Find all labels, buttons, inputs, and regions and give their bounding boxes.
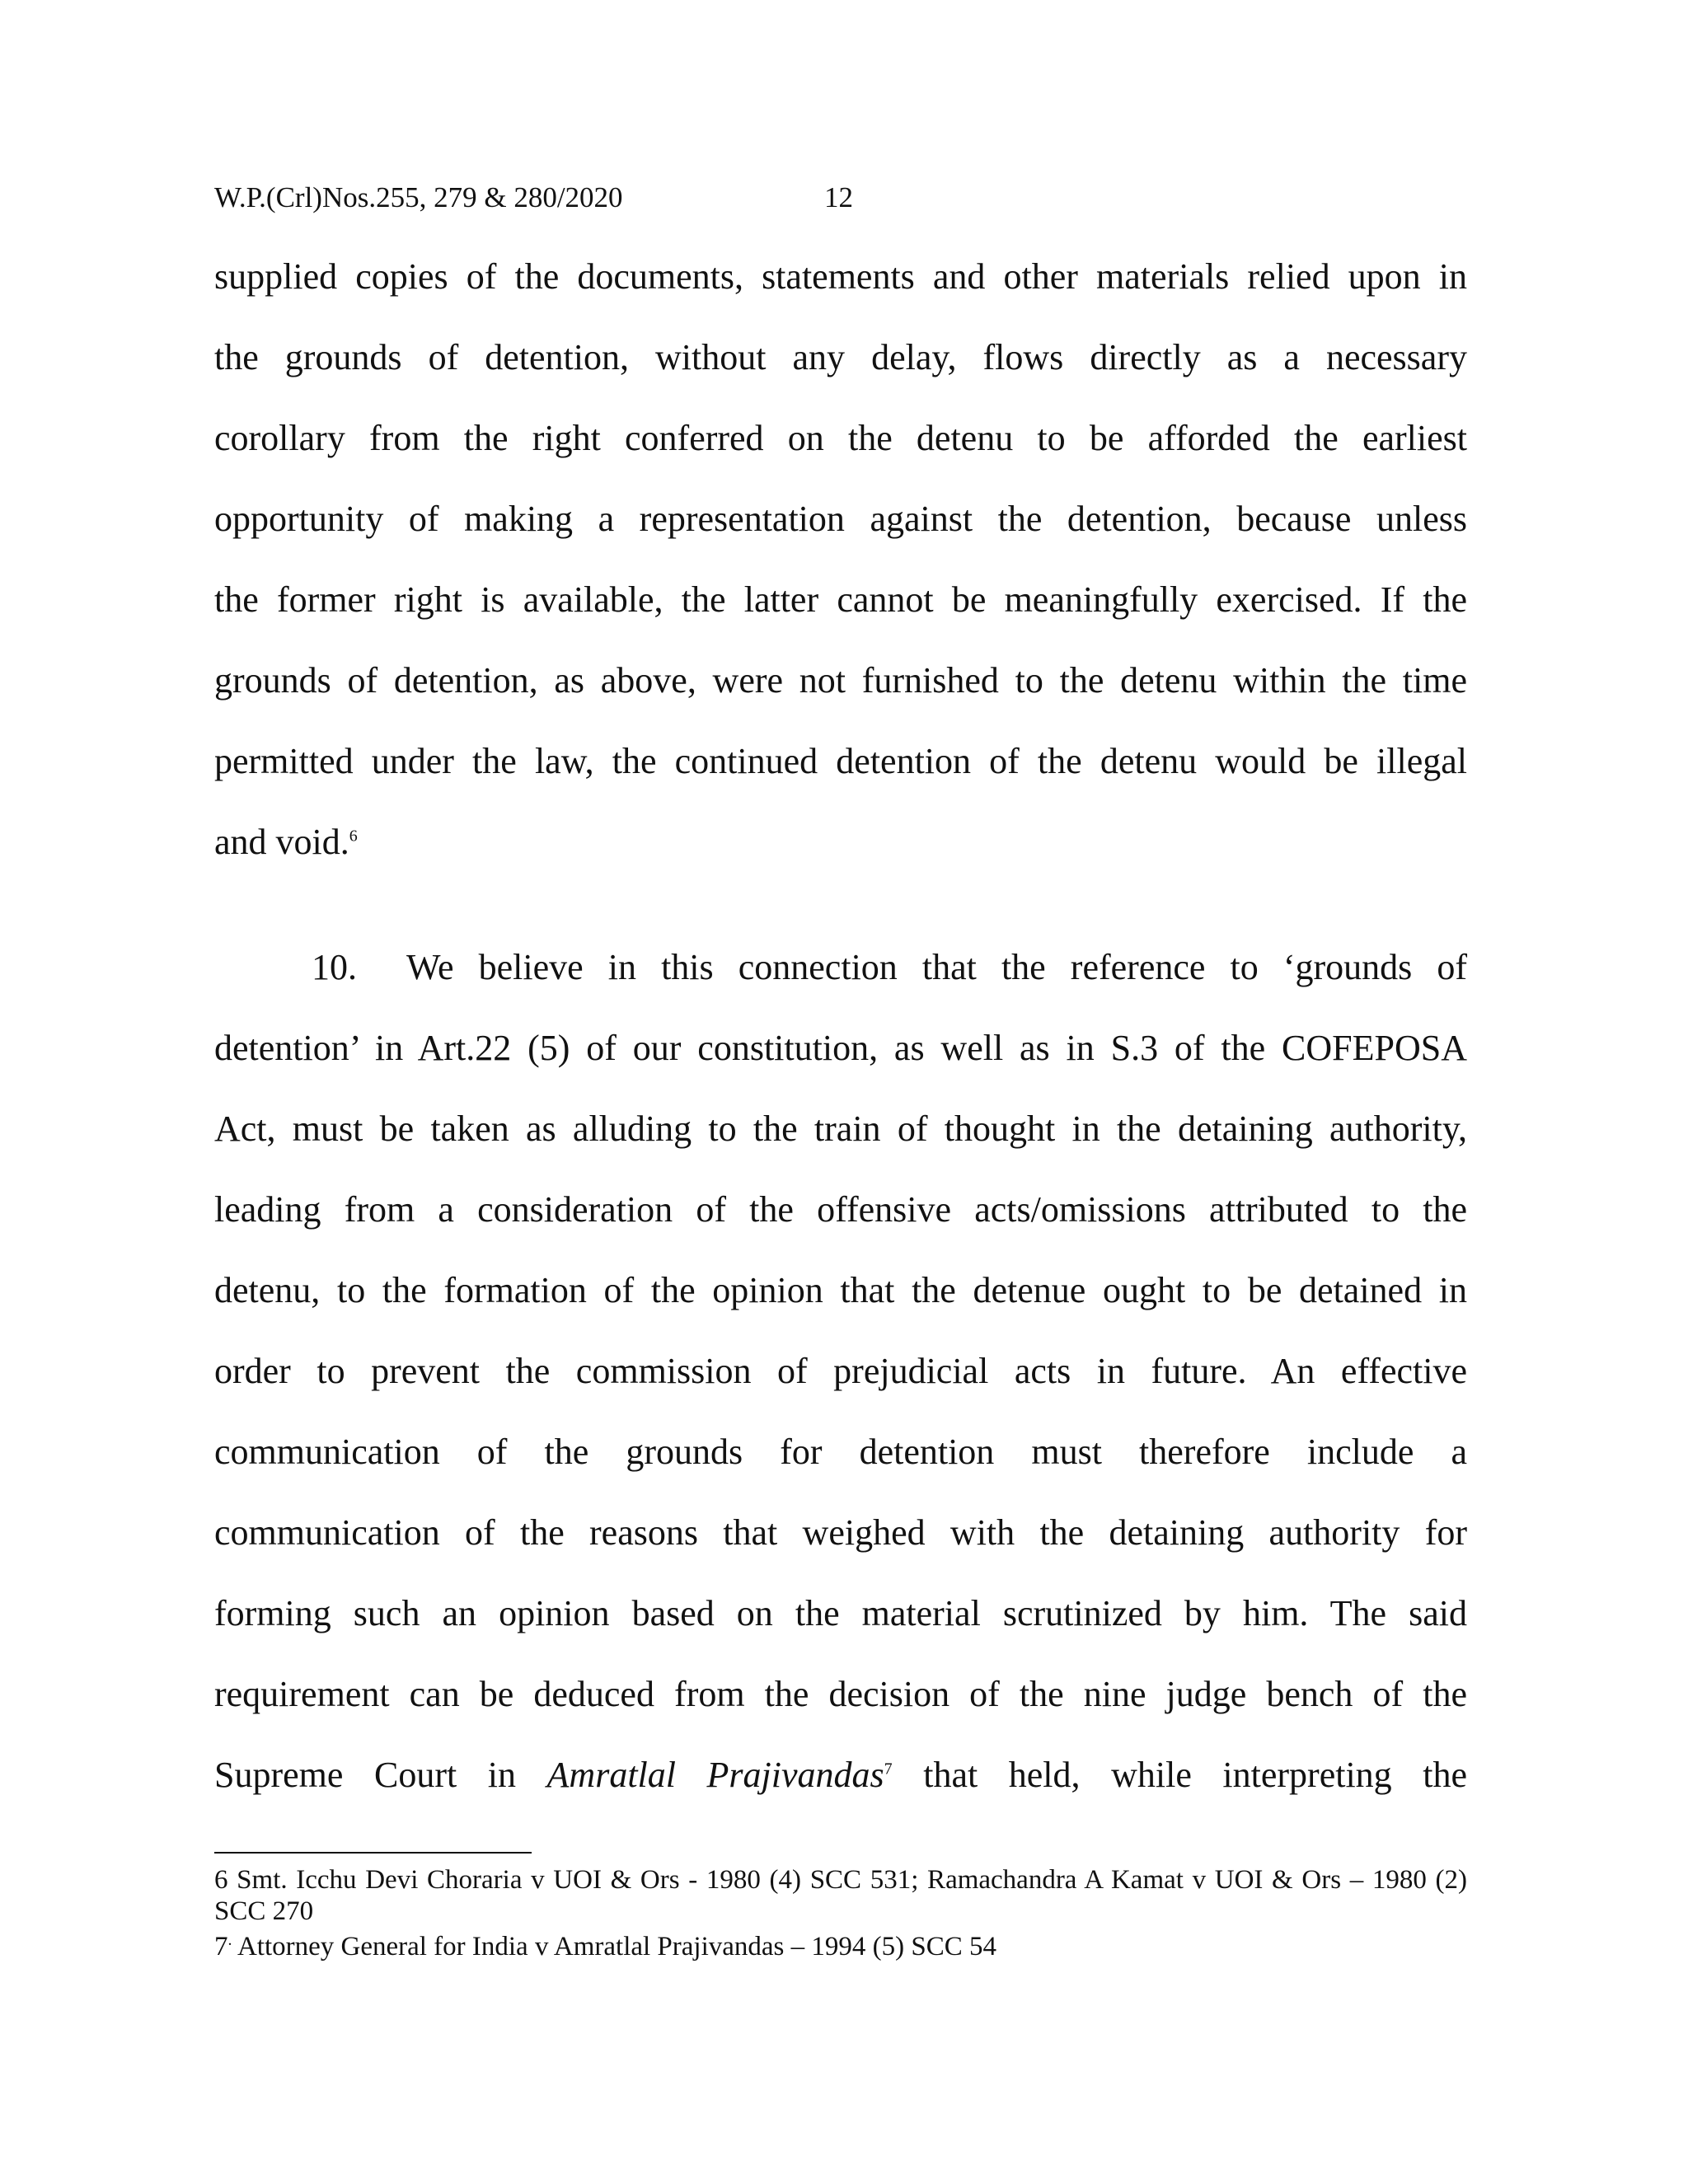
text-line [214,1752,1467,1798]
text-line: Act, must be taken as alluding to the train of thought in the detaining authority, [214,1108,1467,1149]
text-line [312,944,1467,991]
text-line: detention’ in Art.22 (5) of our constitution, as well as in S.3 of the COFEPOSA [214,1028,1467,1068]
text-line: leading from a consideration of the offensive acts/omissions attributed to the [214,1189,1467,1230]
footnote-number: 6 [214,1865,228,1895]
footnote-text: Attorney General for India v Amratlal Prajivandas – 1994 (5) SCC 54 [237,1932,996,1961]
text-line: opportunity of making a representation against the detention, because unless [214,499,1467,539]
text-line [214,819,1467,865]
text-fragment: and void. [214,822,349,862]
footnote-ref-6[interactable]: 6 [349,827,358,846]
footnote-7 [214,1931,1467,1962]
text-line: requirement can be deduced from the decision of the nine judge bench of the [214,1674,1467,1714]
case-number: W.P.(Crl)Nos.255, 279 & 280/2020 [214,181,623,213]
footnote-ref-7[interactable]: 7 [884,1760,893,1779]
text-line: supplied copies of the documents, statements and other materials relied upon in [214,256,1467,297]
footnote-text: Smt. Icchu Devi Choraria v UOI & Ors - 1980 (4) SCC 531; Ramachandra A Kamat v UOI & Ors – 1980 (2) SCC 270 [214,1865,1468,1926]
text-line: permitted under the law, the continued detention of the detenu would be illegal [214,741,1467,781]
footnote-6 [214,1864,1467,1927]
text-line: the former right is available, the latter cannot be meaningfully exercised. If the [214,579,1467,620]
text-fragment: We believe in this connection that the reference to ‘grounds of [406,947,1467,987]
case-name: Amratlal Prajivandas [546,1755,884,1795]
text-line: corollary from the right conferred on the detenu to be afforded the earliest [214,418,1467,458]
page-header [214,180,853,216]
footnote-number: 7 [214,1932,228,1961]
text-fragment: that held, while interpreting the [892,1755,1467,1795]
text-line: the grounds of detention, without any delay, flows directly as a necessary [214,337,1467,377]
footnote-marker: . [227,1931,232,1949]
text-line: forming such an opinion based on the material scrutinized by him. The said [214,1593,1467,1633]
page-number: 12 [824,181,853,213]
text-line: detenu, to the formation of the opinion that the detenue ought to be detained in [214,1270,1467,1310]
text-line: communication of the reasons that weighed with the detaining authority for [214,1512,1467,1553]
text-line: grounds of detention, as above, were not furnished to the detenu within the time [214,660,1467,701]
paragraph-number: 10. [312,947,357,987]
footnote-separator [214,1852,532,1854]
text-line: communication of the grounds for detention must therefore include a [214,1432,1467,1472]
text-line: order to prevent the commission of prejudicial acts in future. An effective [214,1351,1467,1391]
text-fragment: Supreme Court in [214,1755,547,1795]
